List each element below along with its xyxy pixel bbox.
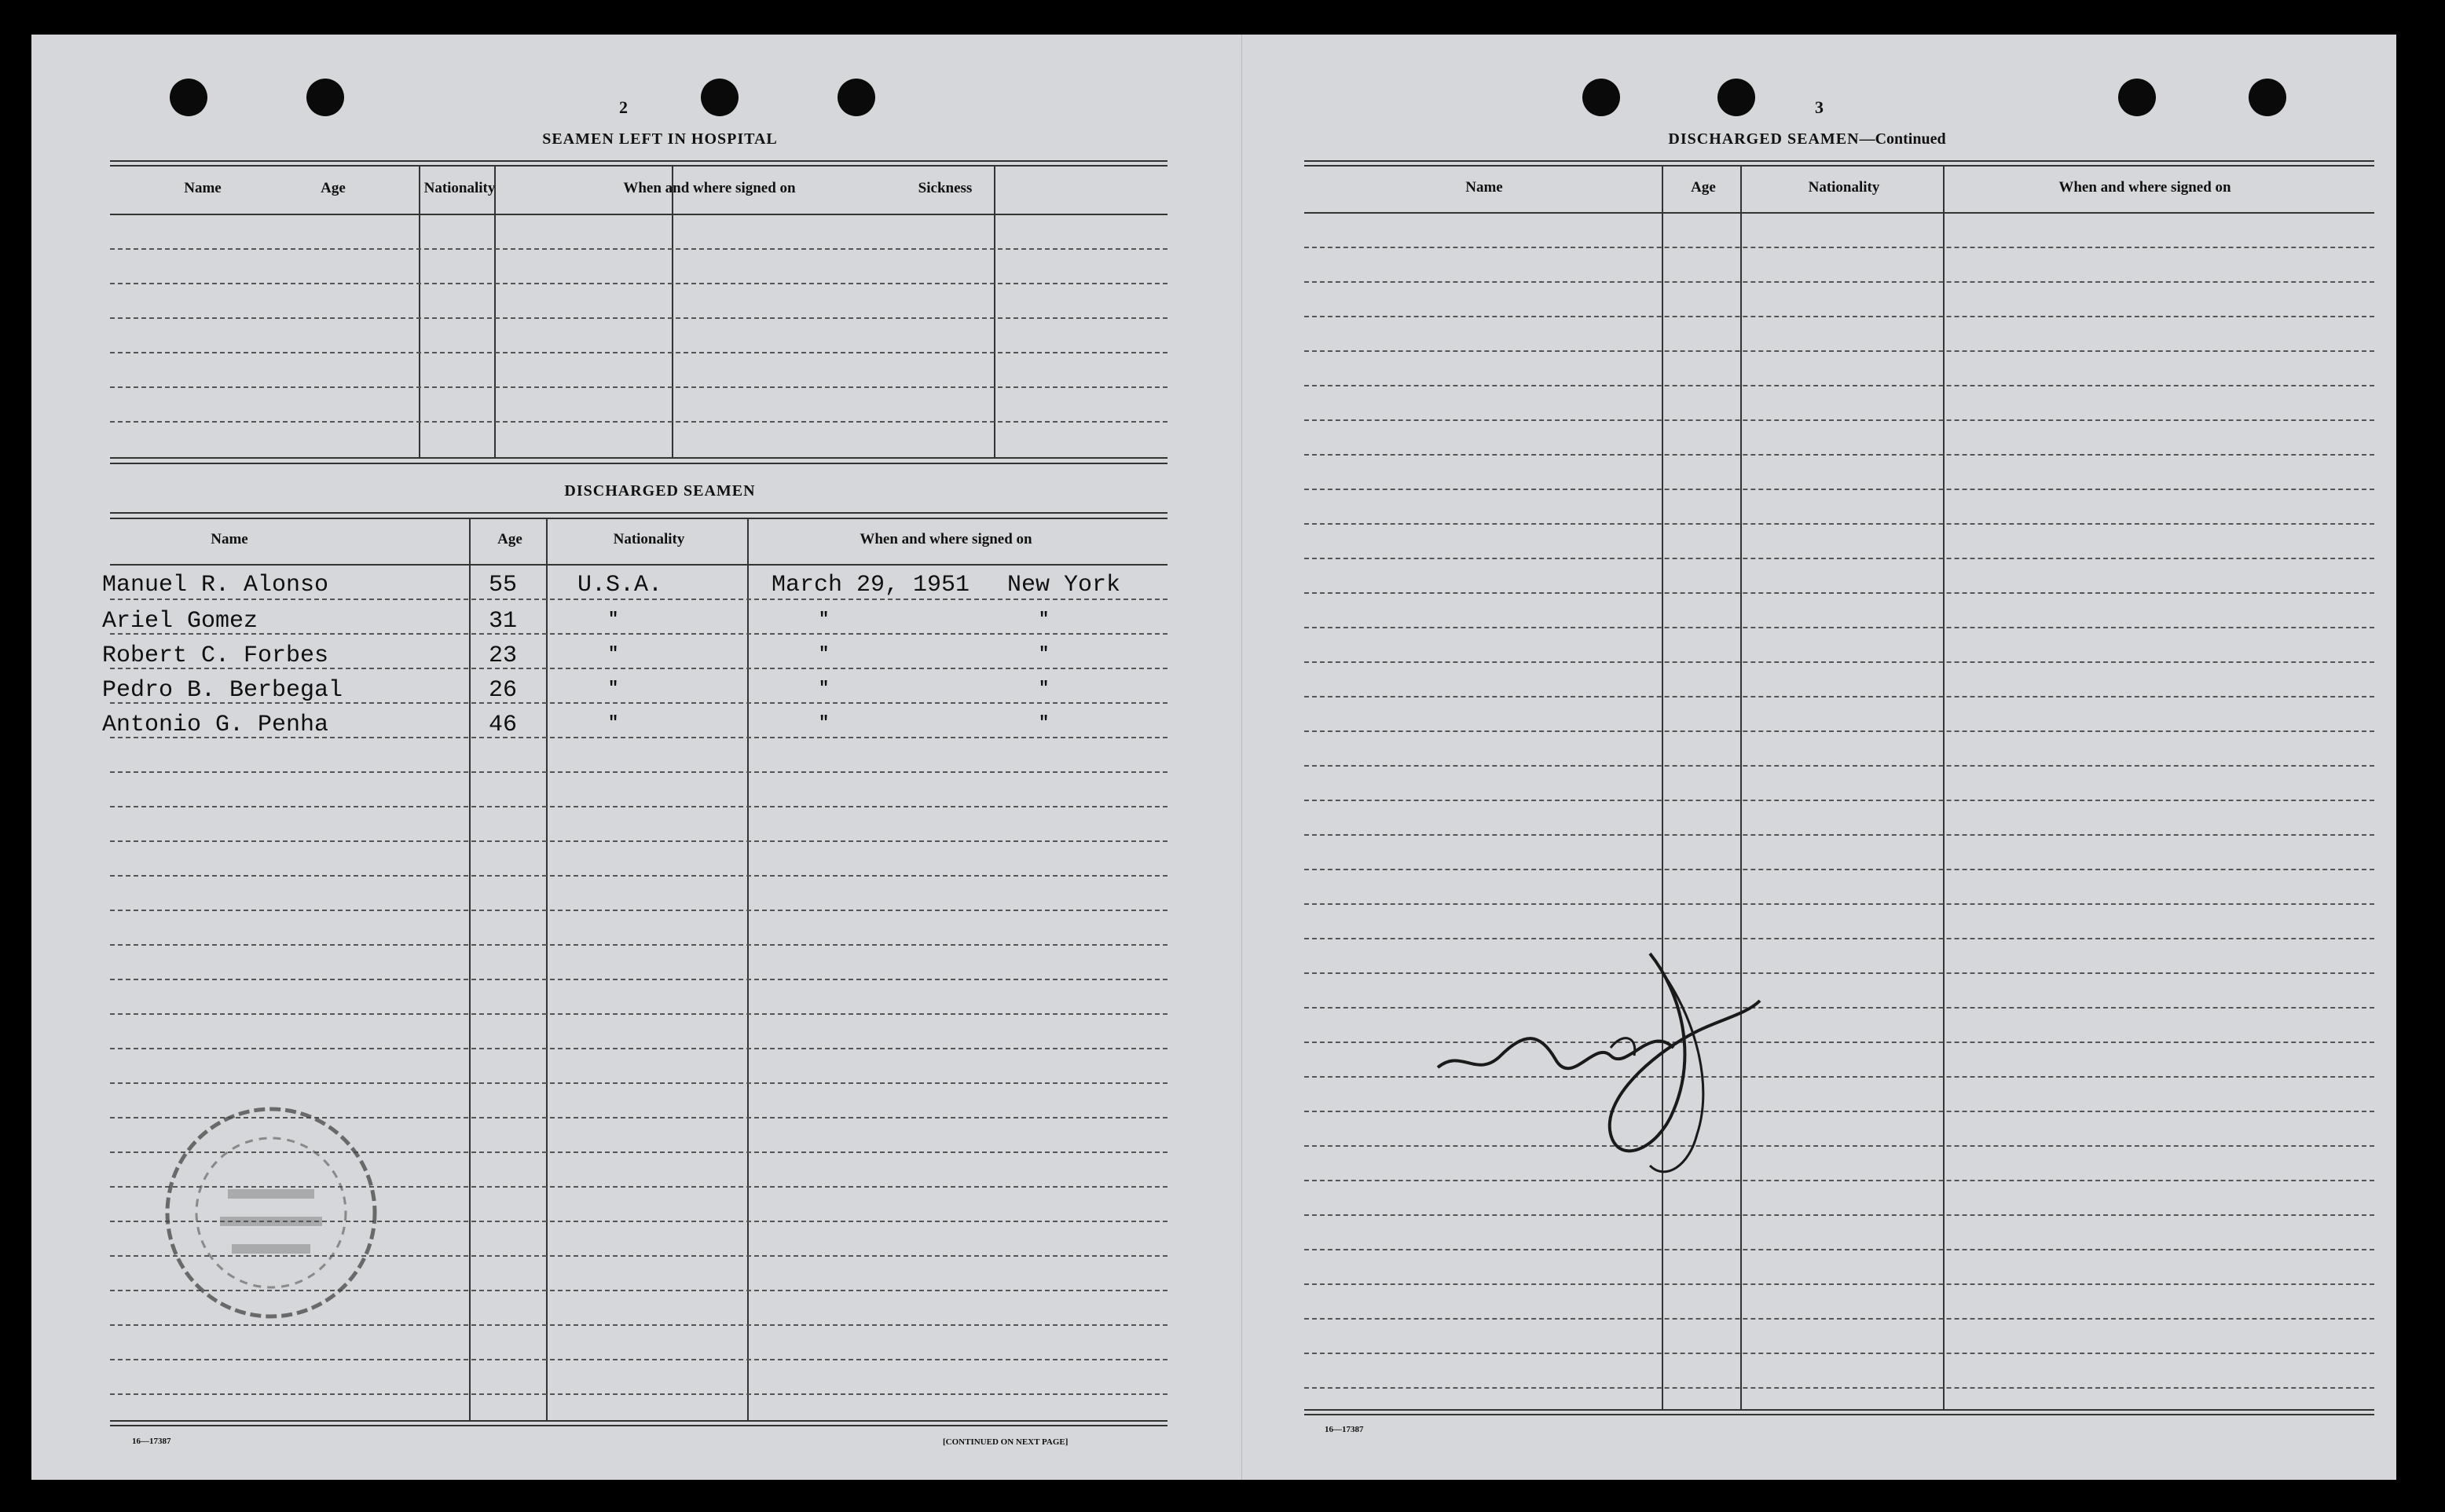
ruled-line bbox=[1304, 800, 2374, 801]
ruled-line bbox=[1304, 523, 2374, 525]
ruled-line bbox=[1304, 489, 2374, 490]
col-divider bbox=[994, 167, 995, 457]
seaman-name: Pedro B. Berbegal bbox=[102, 677, 343, 704]
rule bbox=[110, 1425, 1168, 1426]
punch-hole bbox=[306, 79, 344, 116]
circular-stamp bbox=[157, 1099, 385, 1327]
seaman-age: 31 bbox=[489, 608, 518, 635]
seaman-name: Robert C. Forbes bbox=[102, 643, 329, 669]
punch-hole bbox=[1582, 79, 1620, 116]
ruled-line bbox=[110, 352, 1168, 353]
seaman-place: " bbox=[1039, 610, 1050, 629]
punch-hole bbox=[2249, 79, 2286, 116]
ruled-line bbox=[1304, 558, 2374, 559]
seaman-age: 26 bbox=[489, 677, 518, 704]
rule bbox=[1304, 160, 2374, 162]
col-age: Age bbox=[497, 531, 522, 547]
col-divider bbox=[747, 518, 749, 1420]
seaman-signed-on: " bbox=[819, 679, 830, 698]
ruled-line bbox=[1304, 281, 2374, 283]
seaman-signed-on: " bbox=[819, 610, 830, 629]
rule bbox=[110, 512, 1168, 514]
ruled-line bbox=[1304, 454, 2374, 456]
rule bbox=[110, 165, 1168, 167]
ruled-line bbox=[1304, 696, 2374, 697]
continued-note: [CONTINUED ON NEXT PAGE] bbox=[943, 1437, 1069, 1447]
seaman-nationality: " bbox=[608, 610, 619, 629]
ruled-line bbox=[1304, 247, 2374, 248]
seaman-name: Manuel R. Alonso bbox=[102, 572, 329, 599]
punch-hole bbox=[838, 79, 875, 116]
ruled-line bbox=[1304, 592, 2374, 594]
seaman-signed-on: March 29, 1951 bbox=[772, 572, 970, 599]
ruled-line bbox=[110, 421, 1168, 423]
ruled-line bbox=[1304, 627, 2374, 628]
rule bbox=[1304, 1414, 2374, 1415]
page-number-left: 2 bbox=[619, 97, 628, 117]
rule bbox=[110, 160, 1168, 162]
col-name: Name bbox=[184, 180, 222, 196]
rule bbox=[110, 518, 1168, 519]
ruled-line bbox=[110, 386, 1168, 388]
col-name: Name bbox=[1465, 179, 1503, 196]
punch-hole bbox=[1717, 79, 1755, 116]
seaman-place: " bbox=[1039, 644, 1050, 664]
col-divider bbox=[546, 518, 548, 1420]
col-nationality: Nationality bbox=[1808, 179, 1880, 196]
col-nationality: Nationality bbox=[423, 180, 496, 196]
ruled-line bbox=[1304, 1283, 2374, 1285]
ruled-line bbox=[110, 910, 1168, 911]
seaman-nationality: U.S.A. bbox=[577, 572, 663, 599]
col-divider bbox=[419, 167, 420, 457]
ruled-line bbox=[110, 248, 1168, 250]
seaman-signed-on: " bbox=[819, 644, 830, 664]
col-divider bbox=[1662, 167, 1663, 1409]
rule bbox=[110, 564, 1168, 566]
ruled-line bbox=[110, 599, 1168, 600]
col-nationality: Nationality bbox=[613, 531, 685, 547]
col-divider bbox=[1943, 167, 1945, 1409]
ruled-line bbox=[110, 1048, 1168, 1049]
discharged-continued-title-suffix: —Continued bbox=[1859, 130, 1946, 148]
col-age: Age bbox=[321, 180, 346, 196]
seaman-place: New York bbox=[1007, 572, 1121, 599]
rule bbox=[110, 457, 1168, 459]
punch-hole bbox=[170, 79, 207, 116]
col-divider bbox=[672, 167, 673, 457]
col-divider bbox=[494, 167, 496, 457]
col-divider bbox=[469, 518, 471, 1420]
page-fold bbox=[1241, 35, 1242, 1480]
rule bbox=[1304, 1409, 2374, 1411]
ruled-line bbox=[1304, 385, 2374, 386]
col-divider bbox=[1740, 167, 1742, 1409]
hospital-section-title: SEAMEN LEFT IN HOSPITAL bbox=[542, 130, 778, 148]
form-number-left: 16—17387 bbox=[132, 1437, 171, 1446]
ruled-line bbox=[110, 979, 1168, 980]
punch-hole bbox=[2118, 79, 2156, 116]
ruled-line bbox=[110, 1359, 1168, 1360]
ruled-line bbox=[110, 1013, 1168, 1015]
seaman-name: Ariel Gomez bbox=[102, 608, 258, 635]
ruled-line bbox=[110, 283, 1168, 284]
document-sheet bbox=[31, 35, 2396, 1480]
ruled-line bbox=[110, 840, 1168, 842]
rule bbox=[110, 1420, 1168, 1422]
ruled-line bbox=[1304, 869, 2374, 870]
discharged-continued-title bbox=[1587, 130, 2027, 148]
seaman-nationality: " bbox=[608, 644, 619, 664]
ruled-line bbox=[110, 806, 1168, 807]
page-number-right: 3 bbox=[1815, 97, 1824, 117]
col-signed-on: When and where signed on bbox=[623, 180, 796, 196]
ruled-line bbox=[110, 1393, 1168, 1395]
seaman-age: 55 bbox=[489, 572, 518, 599]
discharged-section-title: DISCHARGED SEAMEN bbox=[564, 482, 756, 500]
ruled-line bbox=[1304, 350, 2374, 352]
ruled-line bbox=[1304, 1353, 2374, 1354]
seaman-nationality: " bbox=[608, 713, 619, 733]
ruled-line bbox=[110, 771, 1168, 773]
col-name: Name bbox=[211, 531, 248, 547]
seaman-age: 23 bbox=[489, 643, 518, 669]
seaman-place: " bbox=[1039, 679, 1050, 698]
ruled-line bbox=[1304, 730, 2374, 732]
ruled-line bbox=[1304, 1214, 2374, 1216]
seaman-signed-on: " bbox=[819, 713, 830, 733]
ruled-line bbox=[1304, 765, 2374, 767]
ruled-line bbox=[1304, 834, 2374, 836]
ruled-line bbox=[1304, 903, 2374, 905]
col-signed-on: When and where signed on bbox=[2058, 179, 2231, 196]
ruled-line bbox=[110, 633, 1168, 635]
punch-hole bbox=[701, 79, 739, 116]
discharged-continued-title-main: DISCHARGED SEAMEN bbox=[1668, 130, 1860, 148]
rule bbox=[110, 463, 1168, 464]
rule bbox=[110, 214, 1168, 215]
rule bbox=[1304, 212, 2374, 214]
ruled-line bbox=[110, 944, 1168, 946]
seaman-age: 46 bbox=[489, 712, 518, 738]
ruled-line bbox=[110, 1082, 1168, 1084]
ruled-line bbox=[1304, 661, 2374, 663]
ruled-line bbox=[1304, 419, 2374, 421]
form-number-right: 16—17387 bbox=[1325, 1425, 1364, 1434]
ruled-line bbox=[110, 317, 1168, 319]
ruled-line bbox=[1304, 1318, 2374, 1320]
seaman-place: " bbox=[1039, 713, 1050, 733]
handwritten-signature bbox=[1414, 930, 1791, 1189]
ruled-line bbox=[1304, 316, 2374, 317]
seaman-name: Antonio G. Penha bbox=[102, 712, 329, 738]
col-signed-on: When and where signed on bbox=[860, 531, 1032, 547]
ruled-line bbox=[1304, 1249, 2374, 1250]
col-sickness: Sickness bbox=[918, 180, 973, 196]
col-age: Age bbox=[1691, 179, 1716, 196]
ruled-line bbox=[110, 875, 1168, 877]
ruled-line bbox=[1304, 1387, 2374, 1389]
rule bbox=[1304, 165, 2374, 167]
seaman-nationality: " bbox=[608, 679, 619, 698]
